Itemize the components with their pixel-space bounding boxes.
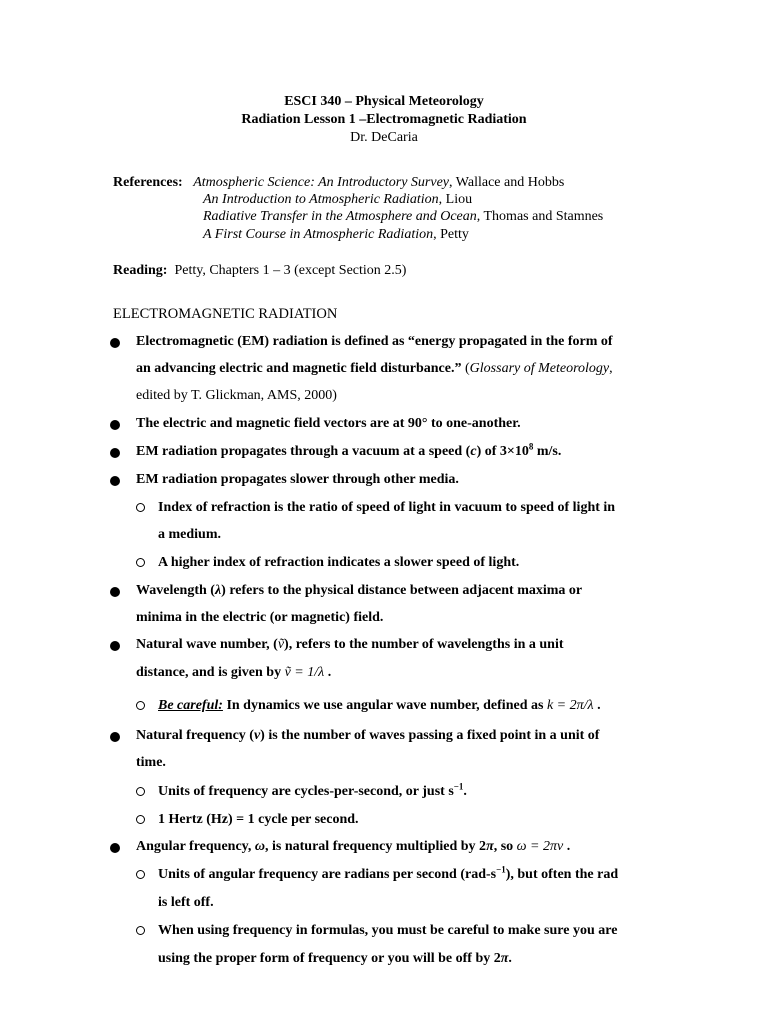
- text-part: .: [593, 698, 601, 713]
- author-name: Dr. DeCaria: [350, 130, 418, 145]
- subbullet-icon: [136, 787, 145, 796]
- references-label: References:: [113, 175, 183, 190]
- text-part: ), refers to the number of wavelengths in a unit: [284, 637, 564, 652]
- symbol-pi: π: [486, 839, 494, 854]
- subbullet-text: [158, 781, 467, 800]
- subbullet-text: [158, 698, 601, 714]
- bullet-text: The electric and magnetic field vectors are at 90° to one-another.: [136, 416, 521, 431]
- text-part: Units of frequency are cycles-per-second, or just s: [158, 784, 454, 799]
- subbullet-continuation: [158, 951, 512, 967]
- text-part: distance, and is given by: [136, 665, 285, 680]
- text-part: ) is the number of waves passing a fixed point in a unit of: [260, 728, 600, 743]
- text-part: EM radiation propagates through a vacuum at a speed (: [136, 444, 471, 459]
- bullet-icon: [110, 338, 120, 348]
- subbullet-text: A higher index of refraction indicates a slower speed of light.: [158, 555, 520, 570]
- subbullet-text: 1 Hertz (Hz) = 1 cycle per second.: [158, 812, 359, 827]
- bullet-text: [136, 839, 570, 855]
- text-part: .: [563, 839, 571, 854]
- references-line-4: [203, 227, 469, 243]
- subbullet-text: [158, 864, 619, 883]
- subbullet-text: Index of refraction is the ratio of speed of light in vacuum to speed of light in: [158, 500, 616, 515]
- reference-author: , Thomas and Stamnes: [476, 209, 604, 224]
- citation-comma: ,: [609, 361, 613, 376]
- text-part: In dynamics we use angular wave number, defined as: [222, 698, 547, 713]
- references-line-3: [203, 209, 603, 225]
- bullet-icon: [110, 843, 120, 853]
- text-part: .: [463, 784, 467, 799]
- bullet-continuation: [136, 665, 331, 681]
- references-line-1: [113, 175, 564, 191]
- bullet-text: [136, 637, 564, 653]
- text-part: ) of 3×10: [476, 444, 529, 459]
- reading-label: Reading:: [113, 263, 168, 278]
- bullet-continuation: minima in the electric (or magnetic) field.: [136, 610, 384, 625]
- caution-label: Be careful:: [158, 698, 223, 713]
- text-part: m/s.: [533, 444, 562, 459]
- reference-title: An Introduction to Atmospheric Radiation: [203, 192, 439, 207]
- symbol-pi: π: [500, 951, 509, 966]
- subbullet-icon: [136, 926, 145, 935]
- bullet-continuation: edited by T. Glickman, AMS, 2000): [136, 388, 337, 403]
- reference-title: A First Course in Atmospheric Radiation: [203, 227, 434, 242]
- reading-line: [113, 263, 406, 279]
- symbol-lambda: λ: [214, 583, 222, 598]
- bullet-icon: [110, 732, 120, 742]
- symbol-nu: ν: [253, 728, 261, 743]
- equation: ṽ = 1/λ: [284, 665, 325, 680]
- bullet-icon: [110, 420, 120, 430]
- text-part: ), but often the rad: [505, 867, 619, 882]
- subbullet-icon: [136, 503, 145, 512]
- symbol-c: c: [470, 444, 477, 459]
- reference-author: , Petty: [433, 227, 469, 242]
- course-title: ESCI 340 – Physical Meteorology: [284, 94, 484, 109]
- bullet-icon: [110, 476, 120, 486]
- subbullet-continuation: a medium.: [158, 527, 221, 542]
- text-part: Units of angular frequency are radians per second (rad-s: [158, 867, 497, 882]
- symbol-nu-tilde: ṽ: [277, 637, 285, 652]
- subbullet-text: When using frequency in formulas, you must be careful to make sure you are: [158, 923, 618, 938]
- text-part: Wavelength (: [136, 583, 215, 598]
- subbullet-icon: [136, 815, 145, 824]
- text-part: ) refers to the physical distance between adjacent maxima or: [221, 583, 583, 598]
- text-part: , so: [493, 839, 517, 854]
- section-heading: ELECTROMAGNETIC RADIATION: [113, 306, 338, 322]
- reference-title: Atmospheric Science: An Introductory Survey: [193, 175, 450, 190]
- bullet-icon: [110, 448, 120, 458]
- text-part: Natural wave number, (: [136, 637, 278, 652]
- reference-author: , Liou: [438, 192, 473, 207]
- bullet-continuation: [136, 361, 613, 377]
- subbullet-icon: [136, 558, 145, 567]
- text-part: Natural frequency (: [136, 728, 254, 743]
- text-part: .: [508, 951, 512, 966]
- exponent: −1: [496, 864, 506, 875]
- reference-title: Radiative Transfer in the Atmosphere and Ocean: [203, 209, 477, 224]
- reference-author: , Wallace and Hobbs: [449, 175, 565, 190]
- citation-title: Glossary of Meteorology: [469, 361, 610, 376]
- bullet-text: EM radiation propagates slower through other media.: [136, 472, 459, 487]
- references-line-2: [203, 192, 472, 208]
- bullet-text: Electromagnetic (EM) radiation is defined as “energy propagated in the form of: [136, 334, 613, 349]
- equation: ω = 2πν: [516, 839, 564, 854]
- bullet-text: [136, 728, 599, 744]
- bullet-continuation: time.: [136, 755, 166, 770]
- text-part: , is natural frequency multiplied by 2: [265, 839, 487, 854]
- text-part: Angular frequency,: [136, 839, 255, 854]
- bullet-text: an advancing electric and magnetic field disturbance.”: [136, 361, 462, 376]
- symbol-omega: ω: [254, 839, 266, 854]
- reading-text: Petty, Chapters 1 – 3 (except Section 2.5): [174, 263, 407, 278]
- subbullet-continuation: is left off.: [158, 895, 214, 910]
- equation: k = 2π/λ: [546, 698, 594, 713]
- paren-open: (: [465, 361, 470, 376]
- text-part: using the proper form of frequency or you will be off by 2: [158, 951, 501, 966]
- bullet-icon: [110, 587, 120, 597]
- exponent: 8: [528, 441, 534, 452]
- bullet-text: [136, 441, 562, 460]
- lesson-title: Radiation Lesson 1 –Electromagnetic Radiation: [241, 112, 527, 127]
- bullet-icon: [110, 641, 120, 651]
- text-part: .: [324, 665, 332, 680]
- bullet-text: [136, 583, 582, 599]
- subbullet-icon: [136, 870, 145, 879]
- exponent: −1: [453, 781, 464, 792]
- subbullet-icon: [136, 701, 145, 710]
